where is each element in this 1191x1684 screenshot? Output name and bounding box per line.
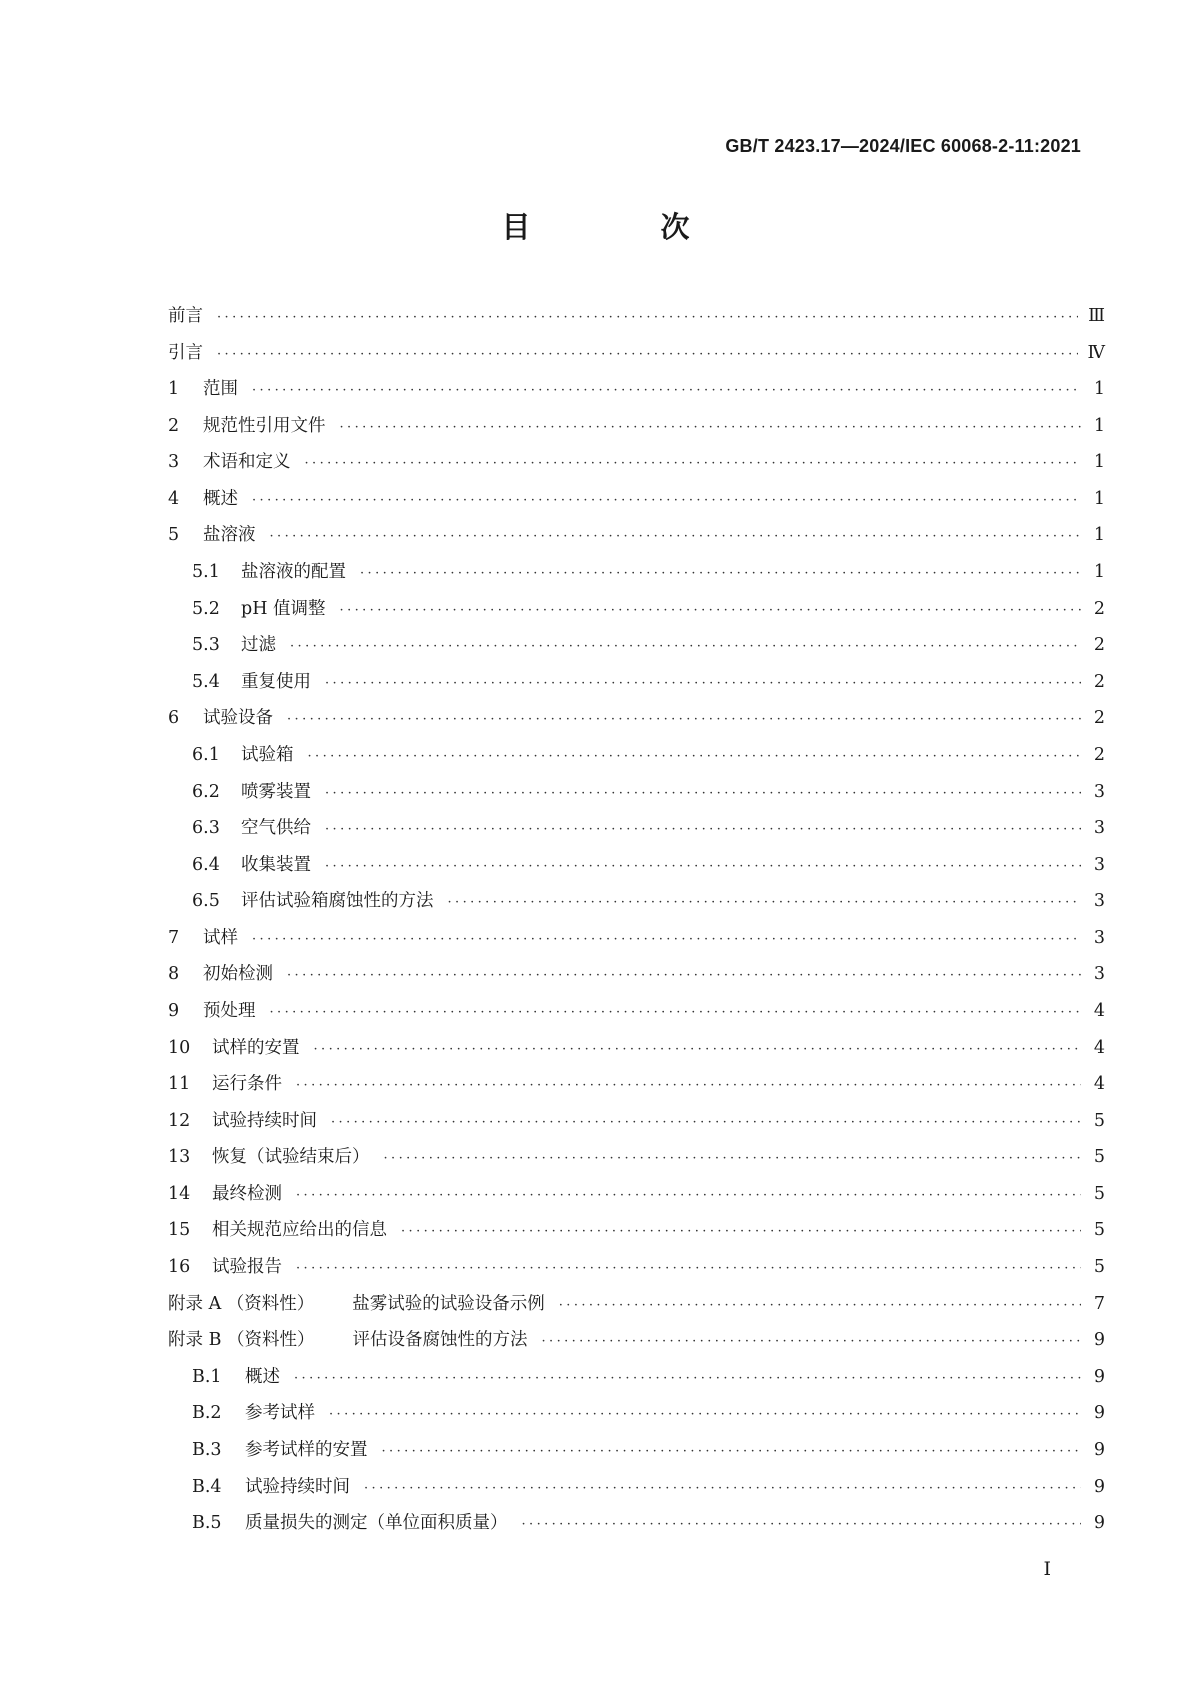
toc-entry[interactable]: [168, 631, 1105, 668]
toc-entry[interactable]: [168, 485, 1105, 522]
toc-entry-number: 5.1: [192, 562, 220, 583]
toc-entry-label: 试验持续时间: [212, 1110, 317, 1131]
toc-entry-number: 6.4: [192, 854, 220, 875]
toc-leader-dots: [401, 1224, 1081, 1239]
toc-entry-label: 概述: [245, 1366, 280, 1387]
toc-entry-label: 空气供给: [241, 818, 311, 839]
toc-entry[interactable]: [168, 558, 1105, 595]
toc-leader-dots: [217, 347, 1078, 362]
toc-leader-dots: [252, 383, 1081, 398]
toc-entry[interactable]: [168, 1143, 1105, 1180]
toc-entry-page: 9: [1093, 1330, 1105, 1351]
toc-leader-dots: [314, 1042, 1082, 1057]
toc-entry[interactable]: [168, 521, 1105, 558]
toc-entry[interactable]: [168, 924, 1105, 961]
toc-entry[interactable]: [168, 1436, 1105, 1473]
toc-entry-page: 2: [1093, 708, 1105, 729]
toc-leader-dots: [305, 456, 1082, 471]
toc-entry-page: 5: [1093, 1257, 1105, 1278]
toc-entry-page: 3: [1093, 927, 1105, 948]
toc-entry-page: 2: [1093, 744, 1105, 765]
toc-entry[interactable]: [168, 1290, 1105, 1327]
toc-entry-page: 1: [1093, 562, 1105, 583]
toc-entry-page: 5: [1093, 1220, 1105, 1241]
toc-entry-page: 3: [1093, 781, 1105, 802]
toc-entry-label: 初始检测: [203, 964, 273, 985]
toc-entry-number: B.5: [192, 1513, 222, 1534]
toc-entry-label: 盐溶液: [203, 525, 256, 546]
toc-entry-label: 试样: [203, 927, 238, 948]
toc-entry-page: 4: [1093, 1037, 1105, 1058]
toc-entry-number: 5.2: [192, 598, 220, 619]
toc-entry[interactable]: [168, 595, 1105, 632]
toc-leader-dots: [252, 932, 1081, 947]
toc-leader-dots: [340, 603, 1081, 618]
toc-entry[interactable]: [168, 1399, 1105, 1436]
toc-entry-label: 最终检测: [212, 1183, 282, 1204]
toc-leader-dots: [270, 1005, 1082, 1020]
toc-entry-number: 3: [168, 452, 180, 473]
toc-leader-dots: [542, 1334, 1082, 1349]
toc-leader-dots: [287, 712, 1081, 727]
table-of-contents: [168, 302, 1105, 1546]
toc-entry-page: 1: [1093, 488, 1105, 509]
toc-leader-dots: [270, 529, 1082, 544]
toc-entry-label: 规范性引用文件: [203, 415, 326, 436]
toc-entry-page: Ⅲ: [1088, 306, 1105, 326]
toc-entry[interactable]: [168, 302, 1105, 339]
toc-entry-number: 15: [168, 1220, 191, 1241]
standard-code: GB/T 2423.17—2024/IEC 60068-2-11:2021: [725, 136, 1081, 156]
toc-entry-number: 6.3: [192, 818, 220, 839]
toc-entry-label: 相关规范应给出的信息: [212, 1220, 387, 1241]
toc-entry-number: 6.1: [192, 744, 220, 765]
toc-entry-number: B.2: [192, 1403, 222, 1424]
toc-entry[interactable]: [168, 375, 1105, 412]
toc-entry-page: 9: [1093, 1366, 1105, 1387]
toc-entry-label: 喷雾装置: [241, 781, 311, 802]
toc-entry[interactable]: [168, 960, 1105, 997]
toc-entry[interactable]: [168, 1473, 1105, 1510]
toc-leader-dots: [296, 1261, 1081, 1276]
toc-entry-label: 评估试验箱腐蚀性的方法: [241, 891, 434, 912]
toc-entry-page: 1: [1093, 415, 1105, 436]
toc-entry-number: 附录 B （资料性）: [168, 1330, 315, 1351]
toc-entry-number: B.1: [192, 1366, 222, 1387]
toc-leader-dots: [296, 1078, 1081, 1093]
toc-entry-number: 14: [168, 1183, 191, 1204]
toc-leader-dots: [325, 676, 1081, 691]
toc-entry-number: 9: [168, 1000, 180, 1021]
toc-entry-page: 3: [1093, 891, 1105, 912]
toc-entry[interactable]: [168, 1253, 1105, 1290]
toc-entry-number: 13: [168, 1147, 191, 1168]
toc-entry-number: 6: [168, 708, 180, 729]
toc-entry[interactable]: [168, 778, 1105, 815]
toc-title: 目 次: [501, 210, 750, 244]
toc-entry-label: pH 值调整: [241, 598, 326, 619]
toc-entry-label: 恢复（试验结束后）: [212, 1147, 370, 1168]
toc-entry-page: 1: [1093, 379, 1105, 400]
toc-entry-label: 盐溶液的配置: [241, 562, 346, 583]
toc-entry[interactable]: [168, 887, 1105, 924]
toc-entry-label: 范围: [203, 379, 238, 400]
toc-entry-page: 5: [1093, 1147, 1105, 1168]
toc-entry-label: 试验设备: [203, 708, 273, 729]
toc-entry-label: 试验持续时间: [245, 1476, 350, 1497]
toc-entry-page: 1: [1093, 525, 1105, 546]
toc-leader-dots: [325, 859, 1081, 874]
toc-entry-label: 盐雾试验的试验设备示例: [352, 1293, 545, 1314]
toc-entry[interactable]: [168, 1034, 1105, 1071]
toc-leader-dots: [382, 1444, 1082, 1459]
toc-entry[interactable]: [168, 1363, 1105, 1400]
toc-entry-number: 12: [168, 1110, 191, 1131]
toc-entry[interactable]: [168, 741, 1105, 778]
toc-entry-number: 5.3: [192, 635, 220, 656]
toc-leader-dots: [217, 310, 1078, 325]
toc-entry-number: 4: [168, 488, 180, 509]
toc-entry-page: 1: [1093, 452, 1105, 473]
toc-entry-number: 1: [168, 379, 180, 400]
toc-leader-dots: [448, 895, 1082, 910]
toc-entry-number: 11: [168, 1074, 191, 1095]
toc-leader-dots: [308, 749, 1082, 764]
toc-entry-label: 术语和定义: [203, 452, 291, 473]
toc-entry-number: 5.4: [192, 671, 220, 692]
toc-leader-dots: [360, 566, 1081, 581]
toc-leader-dots: [340, 420, 1082, 435]
toc-leader-dots: [325, 786, 1081, 801]
toc-entry[interactable]: [168, 1326, 1105, 1363]
toc-leader-dots: [252, 493, 1081, 508]
toc-entry-label: 运行条件: [212, 1074, 282, 1095]
toc-entry-page: 5: [1093, 1110, 1105, 1131]
toc-leader-dots: [290, 639, 1081, 654]
toc-entry-page: 3: [1093, 854, 1105, 875]
toc-entry-page: 9: [1093, 1439, 1105, 1460]
toc-leader-dots: [329, 1407, 1081, 1422]
toc-entry-number: 2: [168, 415, 180, 436]
toc-entry-label: 参考试样: [245, 1403, 315, 1424]
toc-entry-number: 6.5: [192, 891, 220, 912]
toc-leader-dots: [287, 968, 1081, 983]
page-number: I: [1043, 1558, 1051, 1580]
toc-entry-page: 9: [1093, 1513, 1105, 1534]
toc-entry[interactable]: [168, 412, 1105, 449]
toc-entry-page: 9: [1093, 1403, 1105, 1424]
toc-entry-label: 试样的安置: [212, 1037, 300, 1058]
toc-entry-number: B.3: [192, 1439, 222, 1460]
toc-entry-label: 概述: [203, 488, 238, 509]
toc-leader-dots: [294, 1371, 1081, 1386]
toc-entry-label: 收集装置: [241, 854, 311, 875]
toc-entry-page: 9: [1093, 1476, 1105, 1497]
toc-entry-page: 5: [1093, 1183, 1105, 1204]
toc-entry-page: 7: [1093, 1293, 1105, 1314]
toc-leader-dots: [331, 1115, 1081, 1130]
toc-entry-page: 4: [1093, 1074, 1105, 1095]
toc-entry[interactable]: [168, 668, 1105, 705]
toc-entry[interactable]: [168, 448, 1105, 485]
toc-entry-label: 评估设备腐蚀性的方法: [352, 1330, 528, 1351]
toc-entry-page: Ⅳ: [1087, 342, 1105, 363]
toc-leader-dots: [325, 822, 1081, 837]
toc-entry[interactable]: [168, 851, 1105, 888]
toc-entry-label: 试验箱: [241, 744, 294, 765]
toc-entry[interactable]: [168, 1180, 1105, 1217]
toc-entry[interactable]: [168, 1509, 1105, 1546]
toc-entry-label: 前言: [168, 306, 203, 326]
toc-leader-dots: [364, 1481, 1081, 1496]
toc-entry-number: 8: [168, 964, 180, 985]
toc-entry[interactable]: [168, 814, 1105, 851]
toc-entry-page: 4: [1093, 1000, 1105, 1021]
toc-entry-page: 2: [1093, 671, 1105, 692]
toc-entry-label: 预处理: [203, 1000, 256, 1021]
toc-entry-label: 过滤: [241, 635, 276, 656]
toc-leader-dots: [296, 1188, 1081, 1203]
toc-entry-label: 试验报告: [212, 1257, 282, 1278]
toc-entry-label: 质量损失的测定（单位面积质量）: [245, 1513, 508, 1534]
toc-leader-dots: [559, 1298, 1081, 1313]
toc-entry-number: 5: [168, 525, 180, 546]
toc-entry-label: 参考试样的安置: [245, 1439, 368, 1460]
toc-entry-number: 7: [168, 927, 180, 948]
toc-entry-page: 2: [1093, 635, 1105, 656]
toc-entry-number: B.4: [192, 1476, 222, 1497]
toc-entry-label: 重复使用: [241, 671, 311, 692]
toc-entry[interactable]: [168, 1107, 1105, 1144]
toc-entry-number: 附录 A （资料性）: [168, 1293, 315, 1314]
toc-entry-number: 10: [168, 1037, 191, 1058]
toc-entry-number: 16: [168, 1257, 191, 1278]
toc-leader-dots: [522, 1517, 1082, 1532]
toc-entry-label: 引言: [168, 342, 203, 363]
toc-entry[interactable]: [168, 704, 1105, 741]
toc-entry-page: 3: [1093, 818, 1105, 839]
toc-leader-dots: [384, 1151, 1082, 1166]
toc-entry[interactable]: [168, 1070, 1105, 1107]
toc-entry-number: 6.2: [192, 781, 220, 802]
toc-entry[interactable]: [168, 997, 1105, 1034]
toc-entry-page: 2: [1093, 598, 1105, 619]
toc-entry-page: 3: [1093, 964, 1105, 985]
toc-entry[interactable]: [168, 339, 1105, 376]
toc-entry[interactable]: [168, 1216, 1105, 1253]
